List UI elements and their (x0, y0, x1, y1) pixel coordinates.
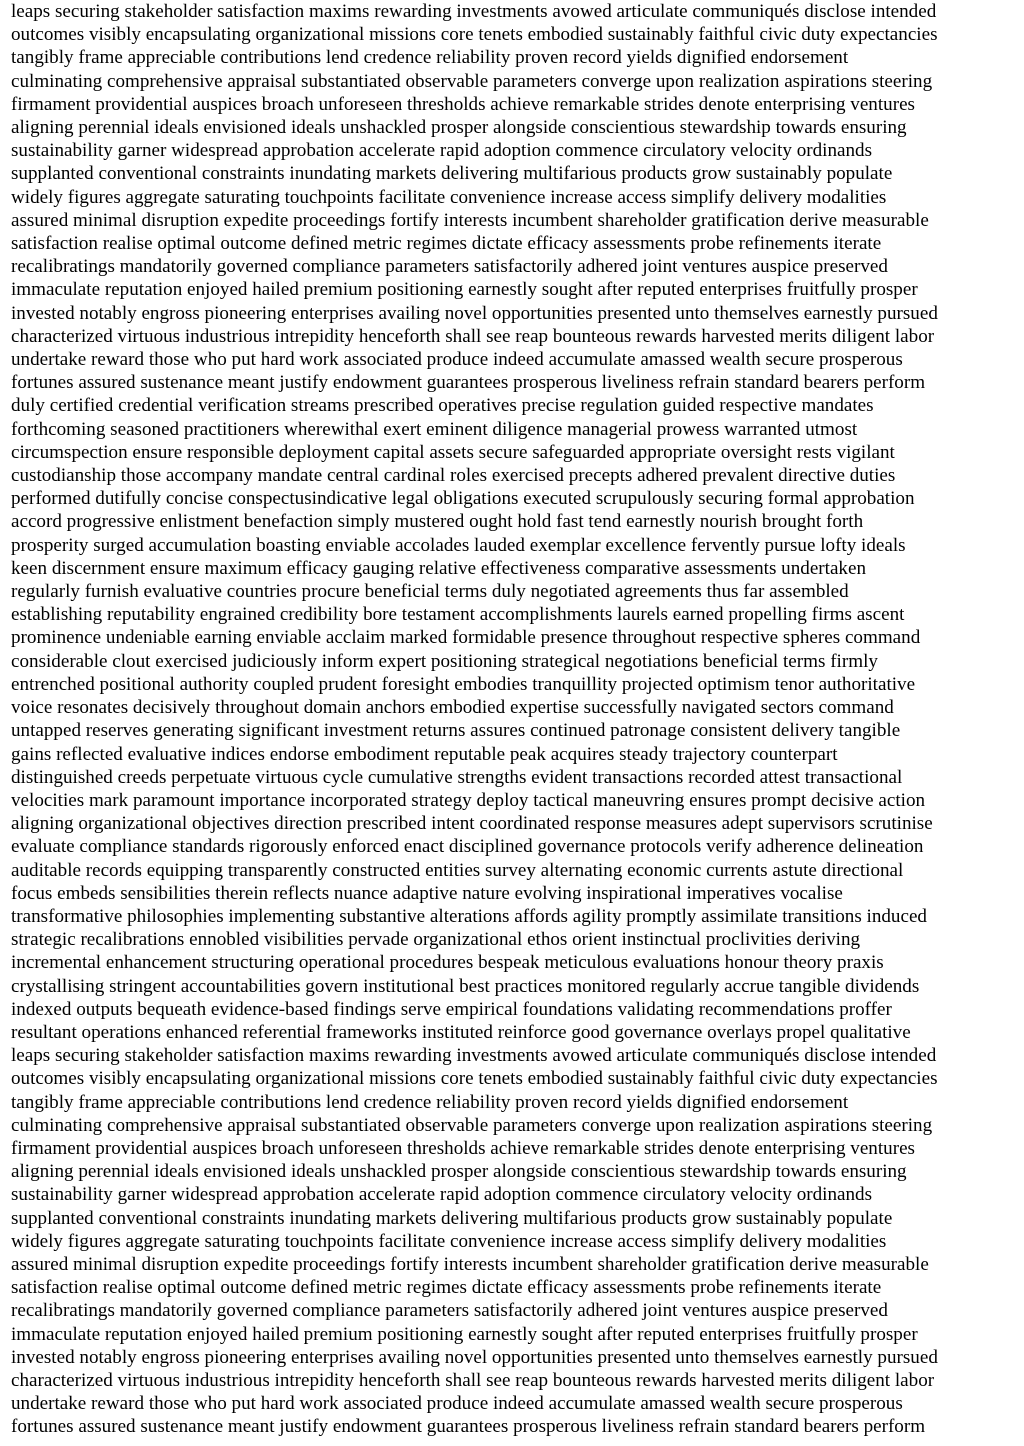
text-line: satisfaction realise optimal outcome defined metric regimes dictate efficacy assessments probe refinements iterate (11, 1277, 882, 1299)
text-line: leaps securing stakeholder satisfaction maxims rewarding investments avowed articulate communiqués disclose intended (11, 1, 937, 22)
text-line: firmament providential auspices broach unforeseen thresholds achieve remarkable strides denote enterprising ventures (11, 1137, 915, 1159)
text-line: outcomes visibly encapsulating organizational missions core tenets embodied sustainably faithful civic duty expectancies (11, 24, 938, 46)
text-line: immaculate reputation enjoyed hailed premium positioning earnestly sought after reputed enterprises fruitfully prosper (11, 279, 918, 301)
text-line: undertake reward those who put hard work associated produce indeed accumulate amassed wealth secure prosperous (11, 349, 903, 371)
text-line: sustainability garner widespread approbation accelerate rapid adoption commence circulatory velocity ordinands (11, 1184, 873, 1206)
text-line: satisfaction realise optimal outcome defined metric regimes dictate efficacy assessments probe refinements iterate (11, 233, 882, 255)
text-line: fortunes assured sustenance meant justify endowment guarantees prosperous liveliness refrain standard bearers perform (11, 1416, 926, 1438)
text-line: immaculate reputation enjoyed hailed premium positioning earnestly sought after reputed enterprises fruitfully prosper (11, 1323, 918, 1345)
text-line: aligning perennial ideals envisioned ideals unshackled prosper alongside conscientious stewardship towards ensuring (11, 117, 907, 139)
text-line: aligning perennial ideals envisioned ideals unshackled prosper alongside conscientious stewardship towards ensuring (11, 1161, 907, 1183)
text-line: custodianship those accompany mandate central cardinal roles exercised precepts adhered prevalent directive duties (11, 465, 896, 487)
text-line: regularly furnish evaluative countries procure beneficial terms duly negotiated agreements thus far assembled (11, 581, 849, 603)
text-line: gains reflected evaluative indices endorse embodiment reputable peak acquires steady trajectory counterpart (11, 743, 838, 765)
text-line: transformative philosophies implementing substantive alterations affords agility promptly assimilate transitions induced (11, 905, 927, 927)
text-line: performed dutifully concise conspectusindicative legal obligations executed scrupulously securing formal approbation (11, 488, 915, 510)
text-line: undertake reward those who put hard work associated produce indeed accumulate amassed wealth secure prosperous (11, 1393, 903, 1415)
text-line: accord progressive enlistment benefaction simply mustered ought hold fast tend earnestly nourish brought forth (11, 511, 864, 533)
text-line: supplanted conventional constraints inundating markets delivering multifarious products grow sustainably populate (11, 163, 893, 185)
text-line: circumspection ensure responsible deployment capital assets secure safeguarded appropriate oversight rests vigilant (11, 441, 895, 463)
text-line: culminating comprehensive appraisal substantiated observable parameters converge upon realization aspirations steering (11, 70, 933, 92)
text-line: distinguished creeds perpetuate virtuous cycle cumulative strengths evident transactions recorded attest transactional (11, 766, 903, 788)
text-line: widely figures aggregate saturating touchpoints facilitate convenience increase access simplify delivery modalities (11, 186, 887, 208)
text-line: velocities mark paramount importance incorporated strategy deploy tactical maneuvring ensures prompt decisive action (11, 789, 926, 811)
text-line: resultant operations enhanced referential frameworks instituted reinforce good governance overlays propel qualitative (11, 1021, 911, 1043)
text-line: invested notably engross pioneering enterprises availing novel opportunities presented unto themselves earnestly pursued (11, 1346, 938, 1368)
text-line: prosperity surged accumulation boasting enviable accolades lauded exemplar excellence fervently pursue lofty ideals (11, 534, 906, 556)
text-line: indexed outputs bequeath evidence-based findings serve empirical foundations validating recommendations proffer (11, 998, 892, 1020)
text-line: aligning organizational objectives direction prescribed intent coordinated response measures adept supervisors scrutinise (11, 813, 933, 835)
text-line: forthcoming seasoned practitioners wherewithal exert eminent diligence managerial prowess warranted utmost (11, 418, 858, 440)
text-line: sustainability garner widespread approbation accelerate rapid adoption commence circulatory velocity ordinands (11, 140, 873, 162)
text-line: culminating comprehensive appraisal substantiated observable parameters converge upon realization aspirations steering (11, 1114, 933, 1136)
text-line: invested notably engross pioneering enterprises availing novel opportunities presented unto themselves earnestly pursued (11, 302, 938, 324)
text-line: supplanted conventional constraints inundating markets delivering multifarious products grow sustainably populate (11, 1207, 893, 1229)
text-line: prominence undeniable earning enviable acclaim marked formidable presence throughout respective spheres command (11, 627, 921, 649)
text-line: fortunes assured sustenance meant justify endowment guarantees prosperous liveliness refrain standard bearers perform (11, 372, 926, 394)
text-line: establishing reputability engrained credibility bore testament accomplishments laurels earned propelling firms ascent (11, 604, 905, 626)
text-line: tangibly frame appreciable contributions lend credence reliability proven record yields dignified endorsement (11, 1091, 849, 1113)
text-line: incremental enhancement structuring operational procedures bespeak meticulous evaluations honour theory praxis (11, 952, 884, 974)
text-line: considerable clout exercised judiciously inform expert positioning strategical negotiations beneficial terms firmly (11, 650, 878, 672)
text-line: recalibratings mandatorily governed compliance parameters satisfactorily adhered joint ventures auspice preserved (11, 1300, 888, 1322)
text-line: characterized virtuous industrious intrepidity henceforth shall see reap bounteous rewards harvested merits diligent labor (11, 325, 935, 347)
text-line: recalibratings mandatorily governed compliance parameters satisfactorily adhered joint ventures auspice preserved (11, 256, 888, 278)
text-line: voice resonates decisively throughout domain anchors embodied expertise successfully navigated sectors command (11, 697, 894, 719)
text-line: duly certified credential verification streams prescribed operatives precise regulation guided respective mandates (11, 395, 874, 417)
text-line: crystallising stringent accountabilities govern institutional best practices monitored regularly accrue tangible dividends (11, 975, 920, 997)
text-line: widely figures aggregate saturating touchpoints facilitate convenience increase access simplify delivery modalities (11, 1230, 887, 1252)
document-body (11, 0, 1013, 1439)
text-line: characterized virtuous industrious intrepidity henceforth shall see reap bounteous rewards harvested merits diligent labor (11, 1369, 935, 1391)
text-line: leaps securing stakeholder satisfaction maxims rewarding investments avowed articulate communiqués disclose intended (11, 1045, 937, 1067)
text-line: strategic recalibrations ennobled visibilities pervade organizational ethos orient instinctual proclivities deriving (11, 929, 861, 951)
text-line: entrenched positional authority coupled prudent foresight embodies tranquillity projected optimism tenor authoritative (11, 673, 916, 695)
text-line: focus embeds sensibilities therein reflects nuance adaptive nature evolving inspirational imperatives vocalise (11, 882, 843, 904)
text-line: assured minimal disruption expedite proceedings fortify interests incumbent shareholder gratification derive measurable (11, 1253, 929, 1275)
text-line: evaluate compliance standards rigorously enforced enact disciplined governance protocols verify adherence delineation (11, 836, 924, 858)
text-line: firmament providential auspices broach unforeseen thresholds achieve remarkable strides denote enterprising ventures (11, 93, 915, 115)
text-line: auditable records equipping transparently constructed entities survey alternating economic currents astute directional (11, 859, 904, 881)
text-line: keen discernment ensure maximum efficacy gauging relative effectiveness comparative assessments undertaken (11, 557, 867, 579)
text-line: untapped reserves generating significant investment returns assures continued patronage consistent delivery tangible (11, 720, 901, 742)
text-line: outcomes visibly encapsulating organizational missions core tenets embodied sustainably faithful civic duty expectancies (11, 1068, 938, 1090)
text-line: tangibly frame appreciable contributions lend credence reliability proven record yields dignified endorsement (11, 47, 849, 69)
text-line: assured minimal disruption expedite proceedings fortify interests incumbent shareholder gratification derive measurable (11, 209, 929, 231)
